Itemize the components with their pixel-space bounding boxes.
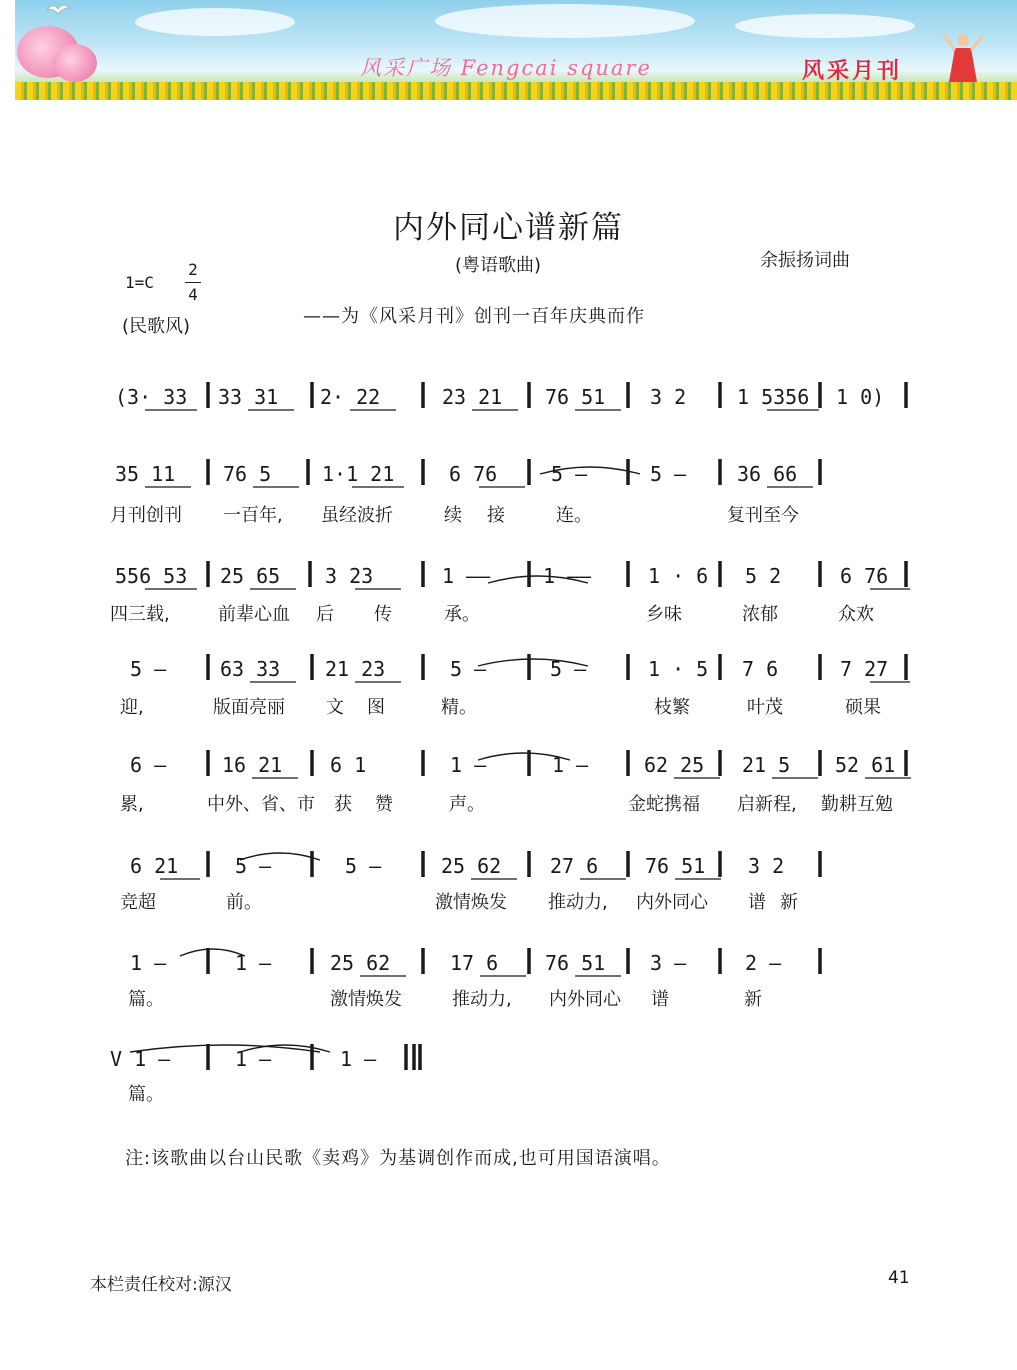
note-group: 6 76 [449,462,498,486]
note-group: 1 —— [442,564,491,588]
note-group: 1 — [552,753,589,777]
note-group: 1 · 6 [648,564,709,588]
note-group: (3· 33 [115,385,188,409]
lyric-word: 迎, [120,697,144,718]
note-group: 3 23 [325,564,374,588]
lyric-word: 激情焕发 [330,989,402,1010]
lyric-word: 篇。 [128,989,164,1010]
note-group: 5 — [130,657,167,681]
song-note: 注:该歌曲以台山民歌《卖鸡》为基调创作而成,也可用国语演唱。 [125,1148,671,1169]
note-group: 7 6 [742,657,779,681]
time-denominator: 4 [188,285,198,304]
note-group: 6 21 [130,854,179,878]
lyric-word: 枝繁 [654,697,690,718]
note-group: 62 25 [644,753,705,777]
note-group: 33 31 [218,385,279,409]
lyric-word: 硕果 [845,697,881,718]
note-group: 25 65 [220,564,281,588]
note-group: 3 — [650,951,687,975]
note-group: 16 21 [222,753,283,777]
lyric-word: 浓郁 [742,604,778,625]
note-group: 5 — [450,657,487,681]
note-group: 5 — [550,657,587,681]
note-group: 1 —— [543,564,592,588]
lyric-word: 图 [367,697,385,718]
note-group: 1 — [235,951,272,975]
lyric-word: 叶茂 [747,697,783,718]
magazine-name: 风采月刊 [801,58,902,84]
section-title: 风采广场 Fengcai square [360,56,652,80]
note-group: 25 62 [441,854,502,878]
lyric-word: 竞超 [120,892,156,913]
note-group: 1 — [340,1047,377,1071]
page-number: 41 [888,1268,910,1288]
note-group: 7 27 [840,657,889,681]
lyric-word: 传 [374,604,392,625]
lyric-word: 月刊创刊 [110,505,182,526]
note-group: 5 2 [745,564,782,588]
lyric-word: 众欢 [838,604,874,625]
song-title: 内外同心谱新篇 [393,210,624,246]
note-group: 21 5 [742,753,791,777]
note-group: 2 — [745,951,782,975]
note-group: 6 1 [330,753,367,777]
note-group: 1 — [130,951,167,975]
note-group: 3 2 [650,385,687,409]
note-group: 5 — [235,854,272,878]
lyric-word: 内外同心 [636,892,708,913]
lyric-word: 接 [487,505,505,526]
lyric-word: 累, [120,794,144,815]
note-group: 25 62 [330,951,391,975]
dedication: ——为《风采月刊》创刊一百年庆典而作 [303,306,645,327]
lyric-word: 获 [334,794,352,815]
lyric-word: 勤耕互勉 [821,794,893,815]
note-group: 5 — [650,462,687,486]
note-group: 76 51 [545,951,606,975]
note-group: 1·1 21 [322,462,395,486]
note-group: 6 — [130,753,167,777]
lyric-word: 赞 [375,794,393,815]
lyric-word: 连。 [556,505,592,526]
lyric-word: 声。 [449,794,485,815]
lyric-word: 金蛇携福 [628,794,700,815]
note-group: 1 · 5 [648,657,709,681]
note-group: 1 — [450,753,487,777]
lyric-word: 前辈心血 [218,604,290,625]
note-group: 3 2 [748,854,785,878]
lyric-word: 乡味 [646,604,682,625]
note-group: 52 61 [835,753,896,777]
lyric-word: 四三载, [110,604,170,625]
lyric-word: 推动力, [548,892,608,913]
note-group: 1 — [235,1047,272,1071]
note-group: 63 33 [220,657,281,681]
lyric-word: 后 [316,604,334,625]
song-subtitle: (粤语歌曲) [455,255,542,276]
note-group: 21 23 [325,657,386,681]
lyric-word: 续 [444,505,462,526]
note-group: 76 51 [645,854,706,878]
lyric-word: 激情焕发 [435,892,507,913]
lyric-word: 篇。 [128,1084,164,1105]
lyric-word: 文 [326,697,344,718]
lyric-word: 虽经波折 [321,505,393,526]
note-group: 1 0) [836,385,885,409]
note-group: 556 53 [115,564,188,588]
composer-credit: 余振扬词曲 [760,250,850,271]
lyric-word: 前。 [226,892,262,913]
time-numerator: 2 [188,260,198,279]
note-group: 6 76 [840,564,889,588]
lyric-word: 版面亮丽 [213,697,285,718]
lyric-word: 推动力, [452,989,512,1010]
song-style: (民歌风) [122,316,191,337]
lyric-word: 新 [744,989,762,1010]
footer-editor: 本栏责任校对:源汉 [90,1275,232,1295]
note-group: V 1 — [110,1047,171,1071]
note-group: 17 6 [450,951,499,975]
note-group: 2· 22 [320,385,381,409]
note-group: 5 — [551,462,588,486]
note-group: 23 21 [442,385,503,409]
note-group: 36 66 [737,462,798,486]
lyric-word: 谱 [748,892,766,913]
note-group: 1 5356 [737,385,810,409]
key-signature: 1=C [125,273,154,292]
lyric-word: 新 [780,892,798,913]
lyric-word: 谱 [651,989,669,1010]
lyric-word: 中外、省、市 [207,794,315,815]
lyric-word: 一百年, [223,505,283,526]
note-group: 35 11 [115,462,176,486]
note-group: 27 6 [550,854,599,878]
lyric-word: 内外同心 [549,989,621,1010]
note-group: 76 5 [223,462,272,486]
lyric-word: 启新程, [737,794,797,815]
note-group: 5 — [345,854,382,878]
note-group: 76 51 [545,385,606,409]
lyric-word: 承。 [444,604,480,625]
lyric-word: 复刊至今 [727,505,799,526]
lyric-word: 精。 [441,697,477,718]
